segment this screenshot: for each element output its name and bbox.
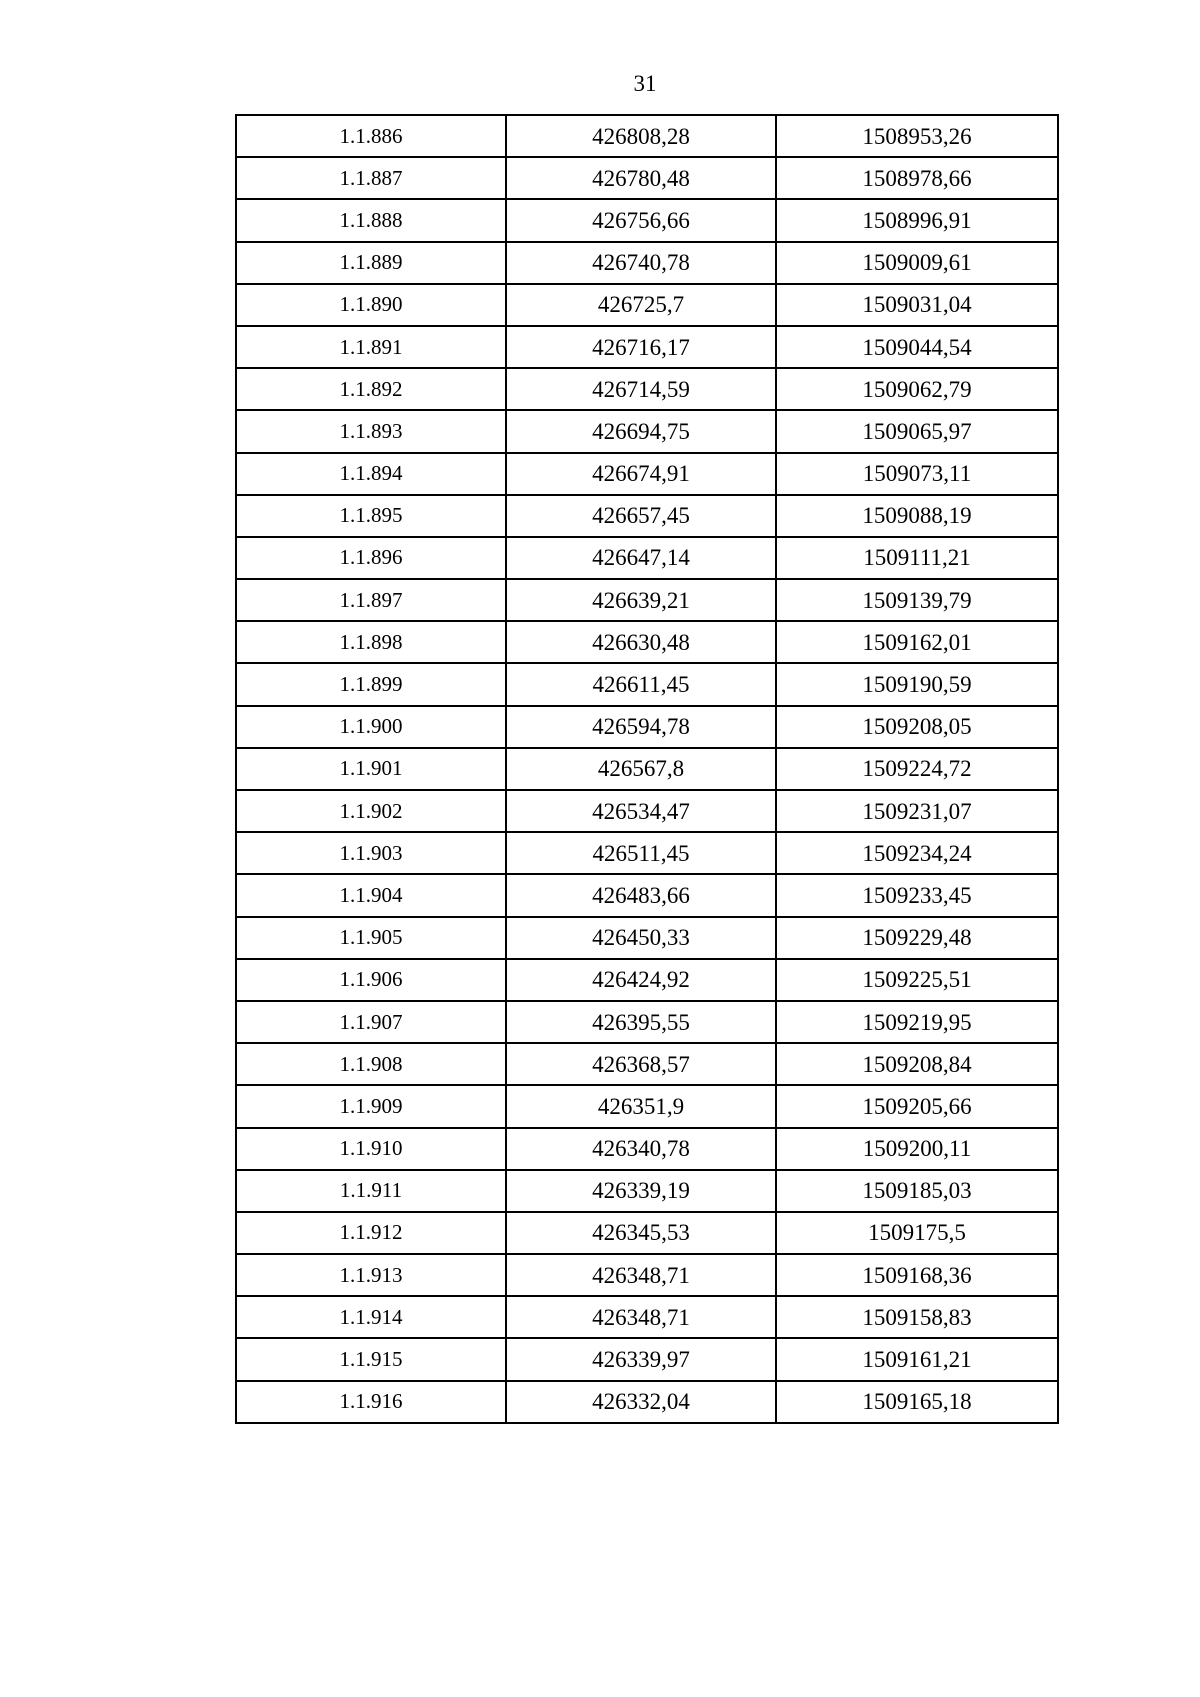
point-id-cell: 1.1.896 — [236, 537, 506, 579]
x-coordinate-cell: 426340,78 — [506, 1128, 776, 1170]
point-id-cell: 1.1.905 — [236, 917, 506, 959]
table-row — [236, 917, 1058, 959]
x-coordinate-cell: 426345,53 — [506, 1212, 776, 1254]
x-coordinate-cell: 426716,17 — [506, 326, 776, 368]
table-row — [236, 706, 1058, 748]
point-id-cell: 1.1.889 — [236, 242, 506, 284]
table-row — [236, 1381, 1058, 1423]
x-coordinate-cell: 426348,71 — [506, 1296, 776, 1338]
y-coordinate-cell: 1509205,66 — [776, 1085, 1058, 1127]
y-coordinate-cell: 1509219,95 — [776, 1001, 1058, 1043]
point-id-cell: 1.1.892 — [236, 368, 506, 410]
x-coordinate-cell: 426725,7 — [506, 284, 776, 326]
point-id-cell: 1.1.907 — [236, 1001, 506, 1043]
point-id-cell: 1.1.888 — [236, 199, 506, 241]
x-coordinate-cell: 426714,59 — [506, 368, 776, 410]
x-coordinate-cell: 426348,71 — [506, 1254, 776, 1296]
y-coordinate-cell: 1509231,07 — [776, 790, 1058, 832]
table-row — [236, 284, 1058, 326]
point-id-cell: 1.1.895 — [236, 495, 506, 537]
table-row — [236, 1001, 1058, 1043]
y-coordinate-cell: 1509168,36 — [776, 1254, 1058, 1296]
table-row — [236, 368, 1058, 410]
table-row — [236, 790, 1058, 832]
point-id-cell: 1.1.901 — [236, 748, 506, 790]
point-id-cell: 1.1.915 — [236, 1338, 506, 1380]
y-coordinate-cell: 1509208,05 — [776, 706, 1058, 748]
y-coordinate-cell: 1509175,5 — [776, 1212, 1058, 1254]
table-row — [236, 326, 1058, 368]
point-id-cell: 1.1.902 — [236, 790, 506, 832]
point-id-cell: 1.1.887 — [236, 157, 506, 199]
table-row — [236, 1296, 1058, 1338]
x-coordinate-cell: 426339,19 — [506, 1170, 776, 1212]
x-coordinate-cell: 426339,97 — [506, 1338, 776, 1380]
table-row — [236, 410, 1058, 452]
y-coordinate-cell: 1509111,21 — [776, 537, 1058, 579]
page-number: 31 — [633, 71, 657, 96]
table-row — [236, 1212, 1058, 1254]
y-coordinate-cell: 1509031,04 — [776, 284, 1058, 326]
point-id-cell: 1.1.908 — [236, 1043, 506, 1085]
table-row — [236, 663, 1058, 705]
y-coordinate-cell: 1509139,79 — [776, 579, 1058, 621]
y-coordinate-cell: 1509044,54 — [776, 326, 1058, 368]
x-coordinate-cell: 426594,78 — [506, 706, 776, 748]
point-id-cell: 1.1.891 — [236, 326, 506, 368]
table-row — [236, 1338, 1058, 1380]
x-coordinate-cell: 426424,92 — [506, 959, 776, 1001]
table-row — [236, 453, 1058, 495]
y-coordinate-cell: 1508978,66 — [776, 157, 1058, 199]
y-coordinate-cell: 1509165,18 — [776, 1381, 1058, 1423]
y-coordinate-cell: 1508996,91 — [776, 199, 1058, 241]
point-id-cell: 1.1.912 — [236, 1212, 506, 1254]
x-coordinate-cell: 426534,47 — [506, 790, 776, 832]
x-coordinate-cell: 426639,21 — [506, 579, 776, 621]
coordinates-table — [235, 114, 1059, 1424]
x-coordinate-cell: 426647,14 — [506, 537, 776, 579]
table-row — [236, 199, 1058, 241]
point-id-cell: 1.1.898 — [236, 621, 506, 663]
table-row — [236, 242, 1058, 284]
point-id-cell: 1.1.914 — [236, 1296, 506, 1338]
x-coordinate-cell: 426694,75 — [506, 410, 776, 452]
table-row — [236, 1043, 1058, 1085]
x-coordinate-cell: 426567,8 — [506, 748, 776, 790]
table-row — [236, 537, 1058, 579]
y-coordinate-cell: 1509073,11 — [776, 453, 1058, 495]
x-coordinate-cell: 426808,28 — [506, 115, 776, 157]
point-id-cell: 1.1.910 — [236, 1128, 506, 1170]
point-id-cell: 1.1.890 — [236, 284, 506, 326]
x-coordinate-cell: 426630,48 — [506, 621, 776, 663]
table-row — [236, 1128, 1058, 1170]
x-coordinate-cell: 426332,04 — [506, 1381, 776, 1423]
x-coordinate-cell: 426740,78 — [506, 242, 776, 284]
table-row — [236, 1254, 1058, 1296]
y-coordinate-cell: 1509065,97 — [776, 410, 1058, 452]
point-id-cell: 1.1.893 — [236, 410, 506, 452]
point-id-cell: 1.1.906 — [236, 959, 506, 1001]
y-coordinate-cell: 1509088,19 — [776, 495, 1058, 537]
table-row — [236, 579, 1058, 621]
table-row — [236, 495, 1058, 537]
x-coordinate-cell: 426756,66 — [506, 199, 776, 241]
point-id-cell: 1.1.916 — [236, 1381, 506, 1423]
point-id-cell: 1.1.899 — [236, 663, 506, 705]
point-id-cell: 1.1.913 — [236, 1254, 506, 1296]
x-coordinate-cell: 426611,45 — [506, 663, 776, 705]
x-coordinate-cell: 426351,9 — [506, 1085, 776, 1127]
y-coordinate-cell: 1509161,21 — [776, 1338, 1058, 1380]
y-coordinate-cell: 1509234,24 — [776, 832, 1058, 874]
y-coordinate-cell: 1509062,79 — [776, 368, 1058, 410]
y-coordinate-cell: 1509190,59 — [776, 663, 1058, 705]
table-row — [236, 748, 1058, 790]
y-coordinate-cell: 1509162,01 — [776, 621, 1058, 663]
coordinates-table-body — [236, 115, 1058, 1423]
x-coordinate-cell: 426780,48 — [506, 157, 776, 199]
table-row — [236, 959, 1058, 1001]
point-id-cell: 1.1.886 — [236, 115, 506, 157]
y-coordinate-cell: 1509224,72 — [776, 748, 1058, 790]
point-id-cell: 1.1.909 — [236, 1085, 506, 1127]
y-coordinate-cell: 1509200,11 — [776, 1128, 1058, 1170]
y-coordinate-cell: 1509229,48 — [776, 917, 1058, 959]
x-coordinate-cell: 426674,91 — [506, 453, 776, 495]
point-id-cell: 1.1.904 — [236, 874, 506, 916]
point-id-cell: 1.1.897 — [236, 579, 506, 621]
x-coordinate-cell: 426450,33 — [506, 917, 776, 959]
x-coordinate-cell: 426368,57 — [506, 1043, 776, 1085]
x-coordinate-cell: 426511,45 — [506, 832, 776, 874]
table-row — [236, 157, 1058, 199]
point-id-cell: 1.1.894 — [236, 453, 506, 495]
x-coordinate-cell: 426657,45 — [506, 495, 776, 537]
point-id-cell: 1.1.900 — [236, 706, 506, 748]
y-coordinate-cell: 1509208,84 — [776, 1043, 1058, 1085]
x-coordinate-cell: 426395,55 — [506, 1001, 776, 1043]
table-row — [236, 115, 1058, 157]
table-row — [236, 621, 1058, 663]
y-coordinate-cell: 1508953,26 — [776, 115, 1058, 157]
x-coordinate-cell: 426483,66 — [506, 874, 776, 916]
y-coordinate-cell: 1509233,45 — [776, 874, 1058, 916]
table-row — [236, 874, 1058, 916]
y-coordinate-cell: 1509185,03 — [776, 1170, 1058, 1212]
point-id-cell: 1.1.911 — [236, 1170, 506, 1212]
table-row — [236, 1170, 1058, 1212]
table-row — [236, 1085, 1058, 1127]
point-id-cell: 1.1.903 — [236, 832, 506, 874]
table-row — [236, 832, 1058, 874]
y-coordinate-cell: 1509009,61 — [776, 242, 1058, 284]
y-coordinate-cell: 1509158,83 — [776, 1296, 1058, 1338]
y-coordinate-cell: 1509225,51 — [776, 959, 1058, 1001]
